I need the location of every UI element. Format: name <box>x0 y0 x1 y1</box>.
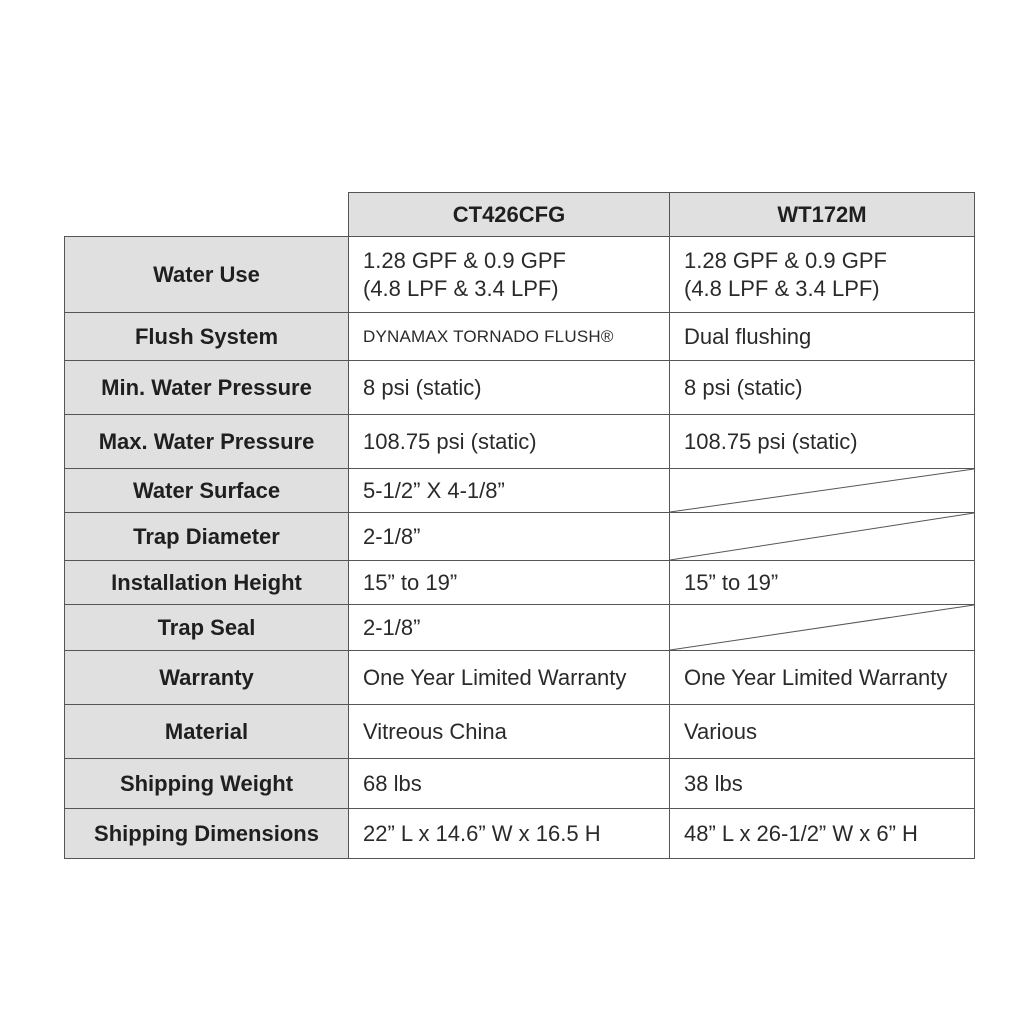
value-ct426cfg <box>349 361 670 415</box>
diagonal-slash <box>670 605 974 650</box>
value-line: Dual flushing <box>684 323 812 349</box>
spec-row <box>65 313 975 361</box>
value-line: 1.28 GPF & 0.9 GPF <box>363 247 566 273</box>
row-label: Water Surface <box>65 469 349 513</box>
value-line: 8 psi (static) <box>363 374 482 400</box>
value-line: 22” L x 14.6” W x 16.5 H <box>363 820 601 846</box>
value-wt172m <box>670 415 975 469</box>
value-wt172m <box>670 705 975 759</box>
row-label: Min. Water Pressure <box>65 361 349 415</box>
value-ct426cfg <box>349 415 670 469</box>
value-line: 1.28 GPF & 0.9 GPF <box>684 247 887 273</box>
value-line: 2-1/8” <box>363 614 421 640</box>
spec-row <box>65 513 975 561</box>
not-applicable-cell <box>670 513 975 561</box>
value-ct426cfg <box>349 237 670 313</box>
row-label: Flush System <box>65 313 349 361</box>
row-label: Water Use <box>65 237 349 313</box>
spec-row <box>65 237 975 313</box>
value-line: Various <box>684 718 757 744</box>
value-ct426cfg <box>349 651 670 705</box>
row-label: Max. Water Pressure <box>65 415 349 469</box>
value-line: 108.75 psi (static) <box>684 428 858 454</box>
model-header-ct426cfg: CT426CFG <box>349 193 670 237</box>
value-ct426cfg <box>349 605 670 651</box>
value-ct426cfg <box>349 705 670 759</box>
value-line: (4.8 LPF & 3.4 LPF) <box>684 275 880 301</box>
row-label: Material <box>65 705 349 759</box>
value-wt172m <box>670 651 975 705</box>
corner-cell <box>65 193 349 237</box>
value-line: 5-1/2” X 4-1/8” <box>363 477 505 503</box>
value-wt172m <box>670 809 975 859</box>
row-label: Installation Height <box>65 561 349 605</box>
diagonal-slash <box>670 469 974 512</box>
spec-row <box>65 361 975 415</box>
value-line: Vitreous China <box>363 718 507 744</box>
value-wt172m <box>670 313 975 361</box>
spec-row <box>65 705 975 759</box>
value-line: (4.8 LPF & 3.4 LPF) <box>363 275 559 301</box>
spec-row <box>65 605 975 651</box>
spec-row <box>65 415 975 469</box>
value-line: 48” L x 26-1/2” W x 6” H <box>684 820 918 846</box>
row-label: Trap Seal <box>65 605 349 651</box>
spec-row <box>65 469 975 513</box>
value-ct426cfg <box>349 313 670 361</box>
spec-row <box>65 561 975 605</box>
row-label: Trap Diameter <box>65 513 349 561</box>
model-header-wt172m: WT172M <box>670 193 975 237</box>
value-wt172m <box>670 759 975 809</box>
diagonal-slash <box>670 513 974 560</box>
spec-rows <box>65 237 975 859</box>
not-applicable-cell <box>670 469 975 513</box>
value-ct426cfg <box>349 809 670 859</box>
value-wt172m <box>670 237 975 313</box>
value-line: 68 lbs <box>363 770 422 796</box>
value-line: One Year Limited Warranty <box>363 664 627 690</box>
value-wt172m <box>670 561 975 605</box>
spec-comparison-table <box>64 192 975 859</box>
value-wt172m <box>670 361 975 415</box>
value-line: 2-1/8” <box>363 523 421 549</box>
spec-row <box>65 809 975 859</box>
row-label: Shipping Weight <box>65 759 349 809</box>
row-label: Shipping Dimensions <box>65 809 349 859</box>
spec-row <box>65 651 975 705</box>
value-line: 108.75 psi (static) <box>363 428 537 454</box>
value-line: 8 psi (static) <box>684 374 803 400</box>
value-line: One Year Limited Warranty <box>684 664 948 690</box>
value-ct426cfg <box>349 513 670 561</box>
value-line: 15” to 19” <box>684 569 779 595</box>
value-line: DYNAMAX TORNADO FLUSH® <box>363 326 614 346</box>
model-header-row <box>65 193 975 237</box>
value-line: 15” to 19” <box>363 569 458 595</box>
value-line: 38 lbs <box>684 770 743 796</box>
not-applicable-cell <box>670 605 975 651</box>
value-ct426cfg <box>349 469 670 513</box>
value-ct426cfg <box>349 561 670 605</box>
spec-row <box>65 759 975 809</box>
value-ct426cfg <box>349 759 670 809</box>
row-label: Warranty <box>65 651 349 705</box>
